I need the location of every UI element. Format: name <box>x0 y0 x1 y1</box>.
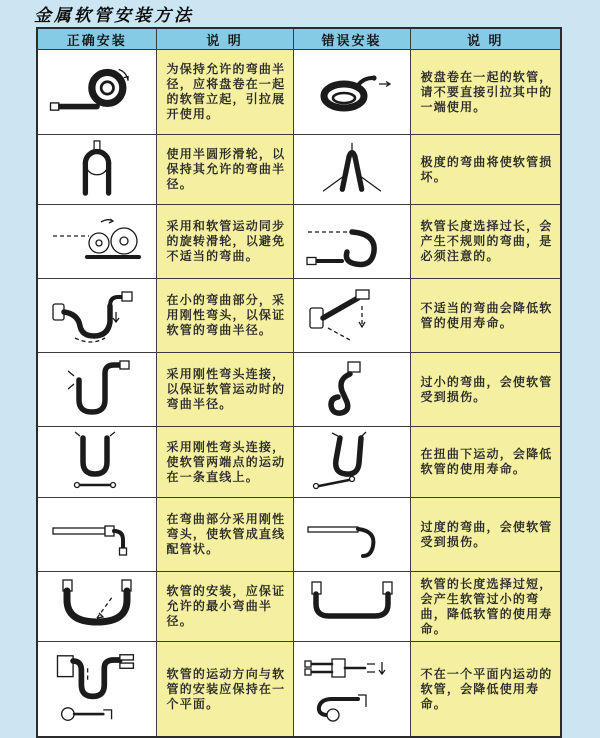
correct-illustration-cell <box>37 50 156 135</box>
header-correct-install: 正确安装 <box>37 28 156 50</box>
table-row <box>37 427 561 498</box>
straight-piping-elbow-icon <box>45 503 149 563</box>
wrong-description: 过小的弯曲，会使软管受到损伤。 <box>410 353 561 427</box>
table-row <box>37 353 561 427</box>
table-row <box>37 279 561 353</box>
wrong-illustration-cell <box>293 50 410 135</box>
extreme-bend-icon <box>302 139 402 197</box>
header-wrong-description: 说 明 <box>410 28 561 50</box>
wrong-description: 过度的弯曲，会使软管受到损伤。 <box>410 498 561 572</box>
correct-illustration-cell <box>37 205 156 279</box>
rigid-elbow-small-bend-icon <box>45 284 149 344</box>
table-row <box>37 642 561 738</box>
semicircular-pulley-icon <box>47 139 147 197</box>
too-small-bend-icon <box>302 357 402 419</box>
header-correct-description: 说 明 <box>156 28 293 50</box>
min-bend-radius-icon <box>45 576 149 634</box>
coiled-hose-stand-up-icon <box>45 59 149 121</box>
wrong-description: 不适当的弯曲会降低软管的使用寿命。 <box>410 279 561 353</box>
correct-illustration-cell <box>37 427 156 498</box>
wrong-description: 不在一个平面内运动的软管，会降低使用寿命。 <box>410 642 561 738</box>
same-plane-motion-icon <box>45 647 149 727</box>
wrong-illustration-cell <box>293 498 410 572</box>
wrong-illustration-cell <box>293 279 410 353</box>
correct-description: 软管的运动方向与软管的安装应保持在一个平面。 <box>156 642 293 738</box>
wrong-description: 在扭曲下运动，会降低软管的使用寿命。 <box>410 427 561 498</box>
wrong-illustration-cell <box>293 135 410 205</box>
straight-line-motion-icon <box>47 430 147 490</box>
correct-description: 为保持允许的弯曲半径，应将盘卷在一起的软管立起，引拉展开使用。 <box>156 50 293 135</box>
correct-description: 在小的弯曲部分，采用刚性弯头，以保证软管的弯曲半径。 <box>156 279 293 353</box>
table-row <box>37 572 561 642</box>
correct-illustration-cell <box>37 642 156 738</box>
correct-illustration-cell <box>37 498 156 572</box>
twisted-motion-icon <box>302 430 402 490</box>
out-of-plane-motion-icon <box>302 647 402 727</box>
correct-illustration-cell <box>37 279 156 353</box>
rigid-elbow-connection-icon <box>47 357 147 419</box>
table-row <box>37 135 561 205</box>
wrong-illustration-cell <box>293 572 410 642</box>
correct-illustration-cell <box>37 353 156 427</box>
correct-description: 软管的安装，应保证允许的最小弯曲半径。 <box>156 572 293 642</box>
correct-illustration-cell <box>37 135 156 205</box>
header-wrong-install: 错误安装 <box>293 28 410 50</box>
table-row <box>37 50 561 135</box>
table-row <box>37 205 561 279</box>
overlong-hose-loop-icon <box>302 210 402 270</box>
rotating-pulleys-icon <box>45 210 149 270</box>
table-header-row <box>37 28 561 50</box>
excessive-bend-icon <box>302 503 402 563</box>
wrong-illustration-cell <box>293 427 410 498</box>
wrong-description: 软管的长度选择过短，会产生软管过小的弯曲，降低软管的使用寿命。 <box>410 572 561 642</box>
correct-description: 采用刚性弯头连接，以保证软管运动时的弯曲半径。 <box>156 353 293 427</box>
coiled-hose-pull-end-icon <box>302 59 402 121</box>
too-short-hose-icon <box>300 576 404 634</box>
wrong-description: 软管长度选择过长，会产生不规则的弯曲，是必须注意的。 <box>410 205 561 279</box>
correct-description: 采用刚性弯头连接，使软管两端点的运动在一条直线上。 <box>156 427 293 498</box>
wrong-illustration-cell <box>293 642 410 738</box>
correct-illustration-cell <box>37 572 156 642</box>
table-row <box>37 498 561 572</box>
wrong-description: 极度的弯曲将使软管损坏。 <box>410 135 561 205</box>
improper-bend-icon <box>302 284 402 344</box>
correct-description: 采用和软管运动同步的旋转滑轮，以避免不适当的弯曲。 <box>156 205 293 279</box>
wrong-description: 被盘卷在一起的软管，请不要直接引拉其中的一端使用。 <box>410 50 561 135</box>
wrong-illustration-cell <box>293 205 410 279</box>
correct-description: 使用半圆形滑轮，以保持其允许的弯曲半径。 <box>156 135 293 205</box>
wrong-illustration-cell <box>293 353 410 427</box>
correct-description: 在弯曲部分采用刚性弯头，使软管成直线配管状。 <box>156 498 293 572</box>
page-title: 金属软管安装方法 <box>34 6 194 26</box>
installation-table <box>36 27 562 738</box>
